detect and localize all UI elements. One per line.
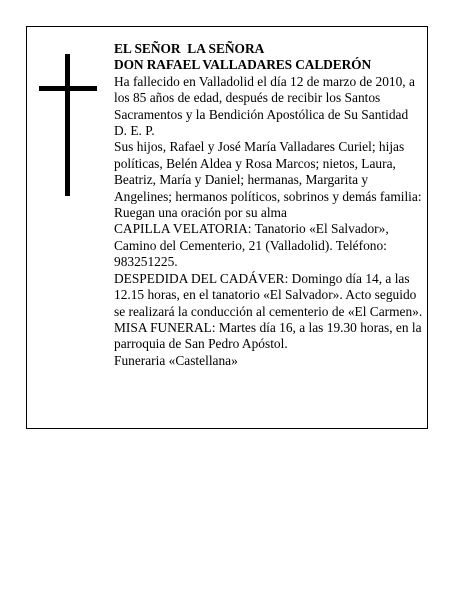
obituary-notice [26,26,428,429]
deceased-name: DON RAFAEL VALLADARES CALDERÓN [114,57,372,73]
prayer-request: Ruegan una oración por su alma [114,205,287,221]
cross-horizontal-bar [39,86,97,91]
funeral-home: Funeraria «Castellana» [114,352,238,368]
rip-line: D. E. P. [114,123,155,139]
cross-icon [39,54,97,196]
notice-text [114,41,424,369]
notice-header: EL SEÑOR LA SEÑORA [114,41,265,56]
chapel-info: CAPILLA VELATORIA: Tanatorio «El Salvador», Camino del Cementerio, 21 (Valladolid). Teléfono: 983251225. [114,221,389,270]
funeral-mass-info: MISA FUNERAL: Martes día 16, a las 19.30 horas, en la parroquia de San Pedro Apóstol. [114,319,422,352]
death-announcement: Ha fallecido en Valladolid el día 12 de marzo de 2010, a los 85 años de edad, después de recibir los Santos Sacramentos y la Bendición Apostólica de Su Santidad [114,73,415,122]
family-list: Sus hijos, Rafael y José María Valladares Curiel; hijas políticas, Belén Aldea y Rosa Marcos; nietos, Laura, Beatriz, María y Daniel; hermanas, Margarita y Angelines; hermanos políticos, sobrinos y demás familia: [114,139,422,204]
farewell-info: DESPEDIDA DEL CADÁVER: Domingo día 14, a las 12.15 horas, en el tanatorio «El Salvador». Acto seguido se realizará la conducción al cementerio de «El Carmen». [114,270,423,319]
cross-vertical-bar [65,54,70,196]
